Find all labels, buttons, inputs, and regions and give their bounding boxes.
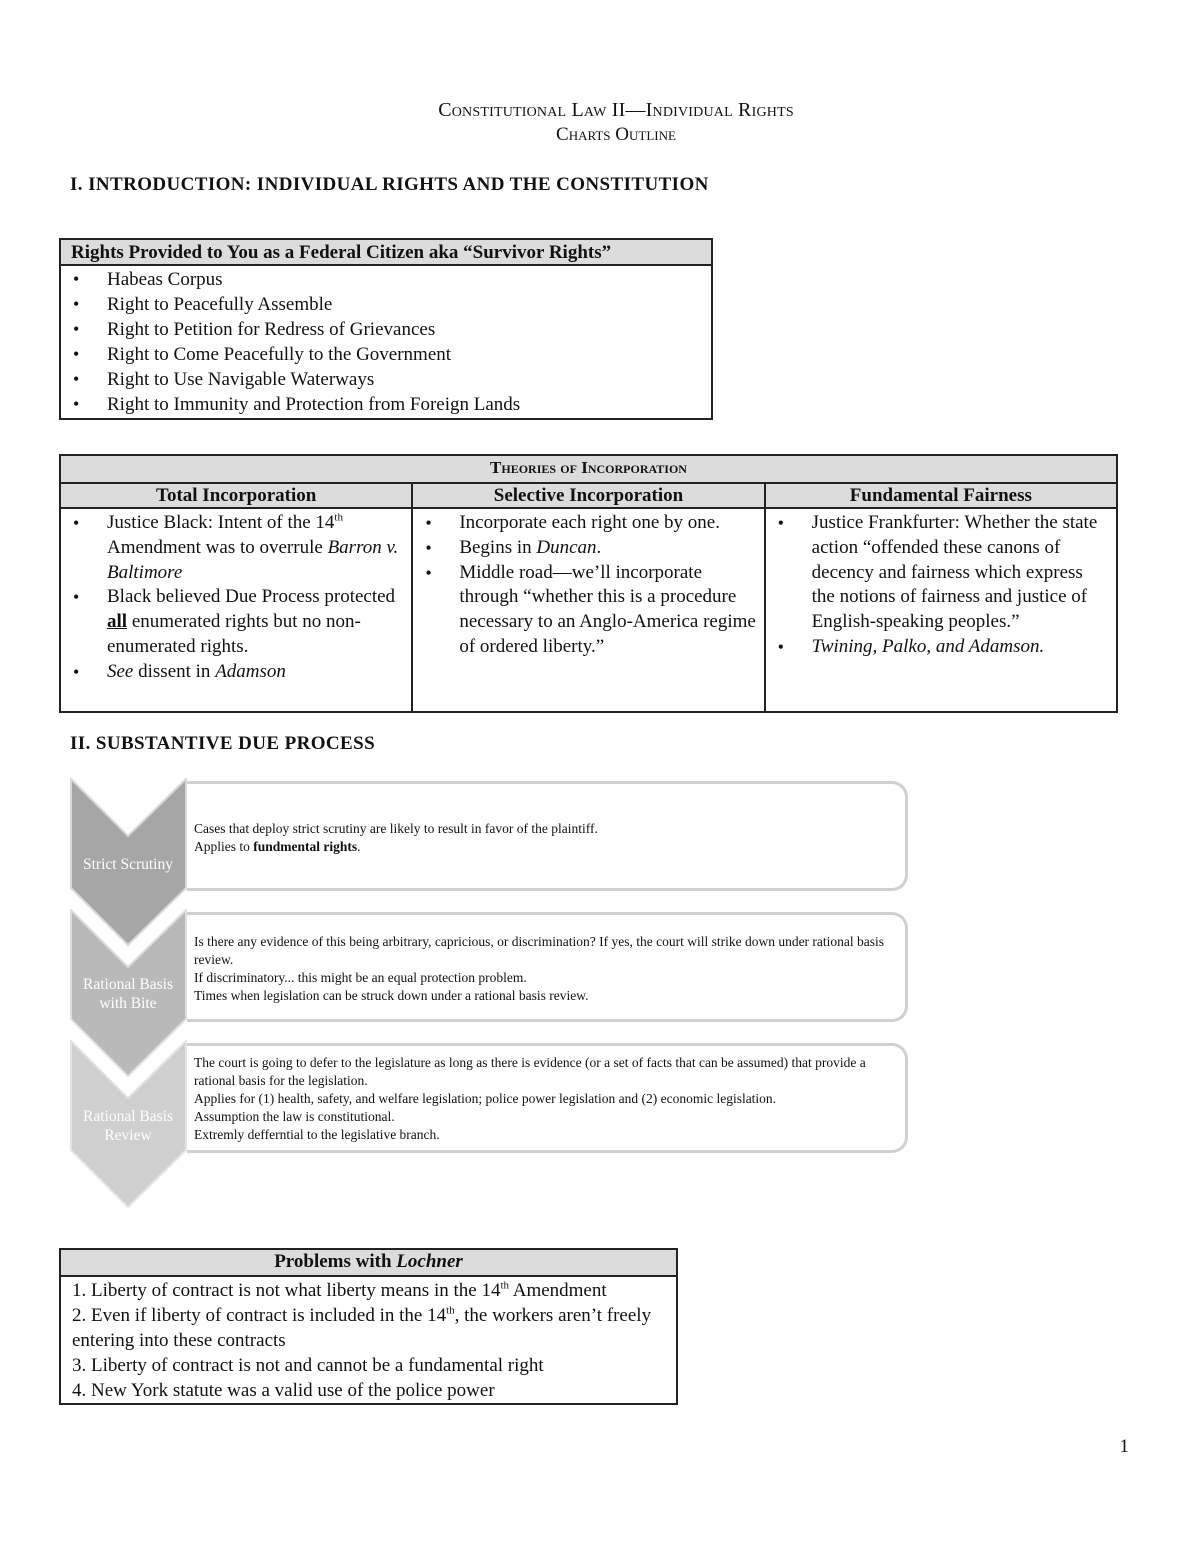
list-item: • Twining, Palko, and Adamson. [766,635,1110,660]
survivor-rights-table [59,238,713,420]
column-header-total: Total Incorporation [60,483,412,508]
rational-basis-bite-card [187,912,908,1022]
review-line-2: Applies for (1) health, safety, and welfare legislation; police power legislation and (2) economic legislation. [194,1091,777,1106]
column-header-selective: Selective Incorporation [412,483,764,508]
list-item: • See dissent in Adamson [61,660,405,685]
selective-incorporation-cell [412,508,764,712]
bite-line-3: Times when legislation can be struck down under a rational basis review. [194,988,589,1003]
bite-line-2: If discriminatory... this might be an equal protection problem. [194,970,527,985]
strict-scrutiny-line-2: Applies to fundmental rights. [194,839,361,854]
lochner-heading: Problems with Lochner [60,1249,677,1276]
strict-scrutiny-label: Strict Scrutiny [83,856,173,873]
list-item: • Justice Frankfurter: Whether the state action “offended these canons of decency and fairness which express the notions of fairness and justice of English-speaking peoples.” [766,511,1110,635]
survivor-rights-list-cell [60,265,712,419]
list-item: • Right to Petition for Redress of Grievances [61,317,711,342]
review-line-1: The court is going to defer to the legislature as long as there is evidence (or a set of facts that can be assumed) that provide a rational basis for the legislation. [194,1055,866,1088]
list-item: • Black believed Due Process protected all enumerated rights but no non-enumerated rights. [61,585,405,659]
rational-basis-bite-label: Rational Basis with Bite [83,976,173,1012]
list-item: • Middle road—we’ll incorporate through “whether this is a procedure necessary to an Anglo-America regime of ordered liberty.” [413,561,757,660]
column-header-fairness: Fundamental Fairness [765,483,1117,508]
total-incorporation-cell [60,508,412,712]
list-item: 3. Liberty of contract is not and cannot be a fundamental right [72,1355,544,1376]
rational-basis-review-label: Rational Basis Review [83,1108,173,1144]
strict-scrutiny-card [187,781,908,891]
list-item: • Begins in Duncan. [413,536,757,561]
section-heading-substantive-due-process: II. SUBSTANTIVE DUE PROCESS [70,733,376,754]
list-item: • Right to Use Navigable Waterways [61,367,711,392]
section-heading-introduction: I. INTRODUCTION: INDIVIDUAL RIGHTS AND THE CONSTITUTION [70,174,709,195]
fundamental-fairness-cell [765,508,1117,712]
document-title: Constitutional Law II—Individual Rights [438,99,794,121]
review-line-3: Assumption the law is constitutional. [194,1109,395,1124]
document-subtitle: Charts Outline [556,124,676,145]
list-item: • Right to Come Peacefully to the Government [61,342,711,367]
list-item: 2. Even if liberty of contract is included in the 14th, the workers aren’t freely entering into these contracts [72,1304,652,1351]
incorporation-table [59,454,1118,713]
list-item: • Habeas Corpus [61,267,711,292]
strict-scrutiny-line-1: Cases that deploy strict scrutiny are likely to result in favor of the plaintiff. [194,821,598,836]
survivor-rights-heading: Rights Provided to You as a Federal Citizen aka “Survivor Rights” [60,239,712,265]
rational-basis-review-card [187,1043,908,1153]
survivor-rights-list [61,267,711,417]
incorporation-caption: Theories of Incorporation [60,455,1117,483]
list-item: • Right to Peacefully Assemble [61,292,711,317]
list-item: • Right to Immunity and Protection from Foreign Lands [61,392,711,417]
lochner-problems-cell [60,1276,677,1404]
list-item: • Justice Black: Intent of the 14th Amendment was to overrule Barron v. Baltimore [61,511,405,585]
review-line-4: Extremly defferntial to the legislative branch. [194,1127,440,1142]
list-item: 4. New York statute was a valid use of the police power [72,1380,495,1401]
lochner-problems-table [59,1248,678,1405]
list-item: 1. Liberty of contract is not what liberty means in the 14th Amendment [72,1279,607,1301]
list-item: • Incorporate each right one by one. [413,511,757,536]
bite-line-1: Is there any evidence of this being arbitrary, capricious, or discrimination? If yes, the court will strike down under rational basis review. [194,934,885,967]
page-number: 1 [1119,1436,1129,1457]
